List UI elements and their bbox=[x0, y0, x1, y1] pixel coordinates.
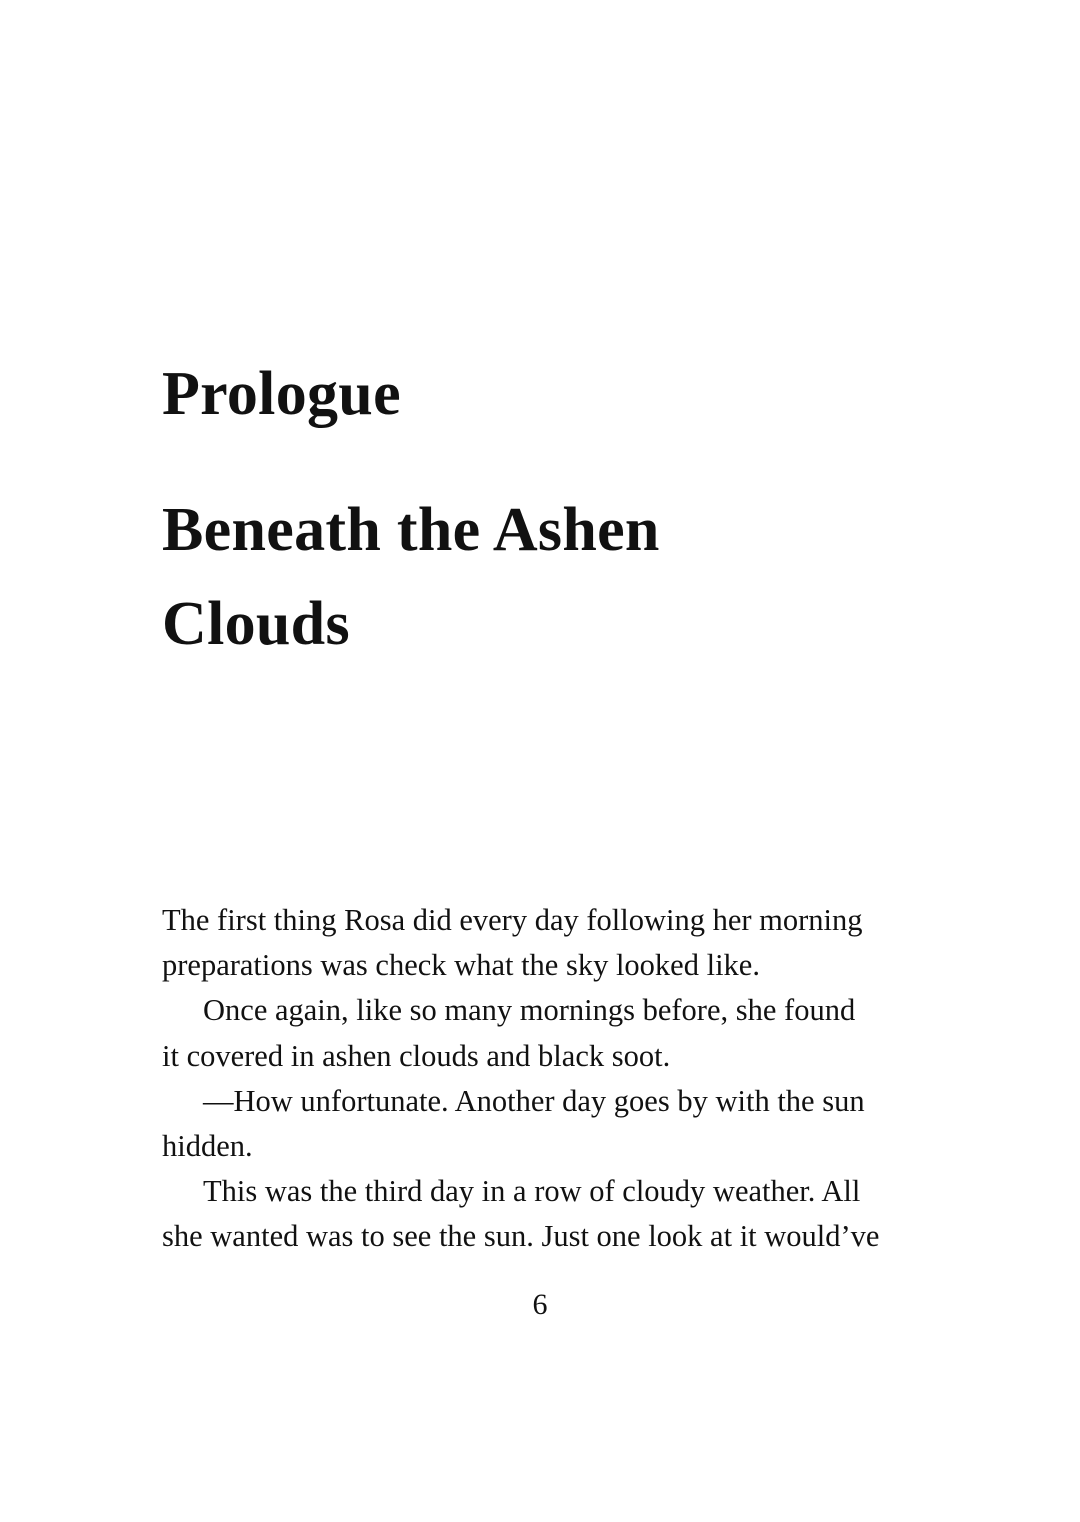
body-line: —How unfortunate. Another day goes by with the sun bbox=[203, 1083, 865, 1118]
body-text bbox=[162, 898, 922, 1260]
body-line: she wanted was to see the sun. Just one look at it would’ve bbox=[162, 1219, 880, 1254]
body-line: hidden. bbox=[162, 1128, 253, 1163]
body-line: preparations was check what the sky looked like. bbox=[162, 948, 760, 983]
chapter-title-line-1: Beneath the Ashen bbox=[162, 496, 660, 564]
chapter-title bbox=[162, 496, 922, 658]
chapter-title-line-2: Clouds bbox=[162, 590, 350, 658]
body-line: This was the third day in a row of cloudy weather. All bbox=[203, 1174, 861, 1209]
body-line: it covered in ashen clouds and black soot. bbox=[162, 1038, 671, 1073]
chapter-label: Prologue bbox=[162, 360, 401, 428]
body-line: The first thing Rosa did every day following her morning bbox=[162, 903, 863, 937]
page-number: 6 bbox=[532, 1288, 548, 1321]
body-line: Once again, like so many mornings before, she found bbox=[203, 993, 856, 1028]
